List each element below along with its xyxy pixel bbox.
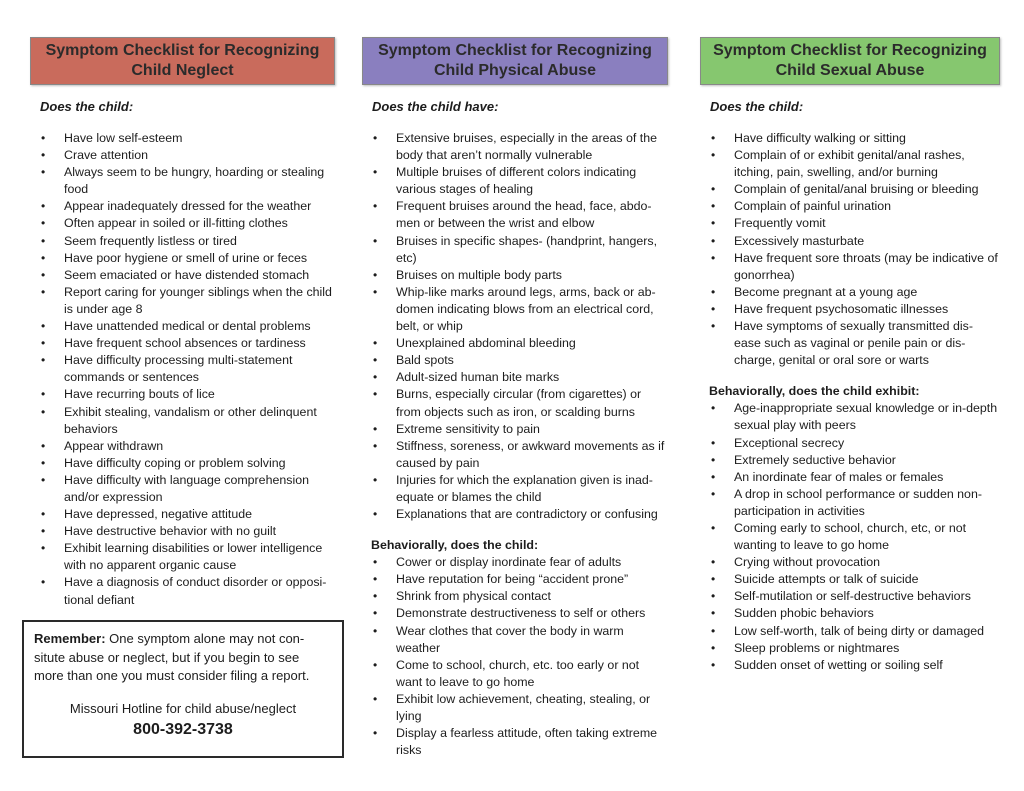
physical-column (362, 37, 668, 759)
list-item: • Sleep problems or nightmares (700, 640, 1000, 657)
physical-behavior-list (362, 554, 668, 759)
neglect-title-line1: Symptom Checklist for Recognizing (45, 42, 320, 59)
list-item: • Have difficulty with language comprehension and/or expression (30, 472, 335, 506)
list-item: • Cower or display inordinate fear of adults (362, 554, 668, 571)
list-item: • Crying without provocation (700, 554, 1000, 571)
list-item: • Have symptoms of sexually transmitted dis- ease such as vaginal or penile pain or dis- charge, genital or oral sore or warts (700, 318, 1000, 369)
list-item: • Frequently vomit (700, 215, 1000, 232)
list-item: • Complain of genital/anal bruising or bleeding (700, 181, 1000, 198)
list-item: • Have frequent psychosomatic illnesses (700, 301, 1000, 318)
list-item: • Have difficulty processing multi-statement commands or sentences (30, 352, 335, 386)
list-item: • Display a fearless attitude, often taking extreme risks (362, 725, 668, 759)
list-item: • Always seem to be hungry, hoarding or stealing food (30, 164, 335, 198)
list-item: • Sudden phobic behaviors (700, 605, 1000, 622)
list-item: • Coming early to school, church, etc, or not wanting to leave to go home (700, 520, 1000, 554)
list-item: • Multiple bruises of different colors indicating various stages of healing (362, 164, 668, 198)
list-item: • Complain of painful urination (700, 198, 1000, 215)
list-item: • Have recurring bouts of lice (30, 386, 335, 403)
list-item: • Frequent bruises around the head, face, abdo- men or between the wrist and elbow (362, 198, 668, 232)
list-item: • Extreme sensitivity to pain (362, 421, 668, 438)
list-item: • Seem emaciated or have distended stomach (30, 267, 335, 284)
list-item: • Have reputation for being “accident prone” (362, 571, 668, 588)
list-item: • Exhibit learning disabilities or lower intelligence with no apparent organic cause (30, 540, 335, 574)
list-item: • A drop in school performance or sudden non- participation in activities (700, 486, 1000, 520)
list-item: • Extensive bruises, especially in the areas of the body that aren’t normally vulnerable (362, 130, 668, 164)
neglect-list (30, 130, 335, 609)
list-item: • Wear clothes that cover the body in warm weather (362, 623, 668, 657)
list-item: • Have poor hygiene or smell of urine or feces (30, 250, 335, 267)
remember-label: Remember: (34, 631, 106, 646)
list-item: • An inordinate fear of males or females (700, 469, 1000, 486)
list-item: • Low self-worth, talk of being dirty or damaged (700, 623, 1000, 640)
list-item: • Have destructive behavior with no guilt (30, 523, 335, 540)
list-item: • Crave attention (30, 147, 335, 164)
list-item: • Stiffness, soreness, or awkward movements as if caused by pain (362, 438, 668, 472)
neglect-column (30, 37, 335, 609)
list-item: • Bald spots (362, 352, 668, 369)
sexual-behavior-list (700, 400, 1000, 674)
list-item: • Have frequent school absences or tardiness (30, 335, 335, 352)
physical-header (362, 37, 668, 85)
hotline-text: Missouri Hotline for child abuse/neglect (69, 700, 297, 716)
list-item: • Exhibit stealing, vandalism or other delinquent behaviors (30, 404, 335, 438)
list-item: • Excessively masturbate (700, 233, 1000, 250)
list-item: • Exhibit low achievement, cheating, stealing, or lying (362, 691, 668, 725)
sexual-list (700, 130, 1000, 369)
neglect-header (30, 37, 335, 85)
list-item: • Complain of or exhibit genital/anal rashes, itching, pain, swelling, and/or burning (700, 147, 1000, 181)
list-item: • Have low self-esteem (30, 130, 335, 147)
list-item: • Burns, especially circular (from cigarettes) or from objects such as iron, or scalding burns (362, 386, 668, 420)
remember-paragraph (34, 630, 332, 686)
remember-box (22, 620, 344, 758)
list-item: • Suicide attempts or talk of suicide (700, 571, 1000, 588)
list-item: • Have difficulty coping or problem solving (30, 455, 335, 472)
list-item: • Bruises on multiple body parts (362, 267, 668, 284)
list-item: • Explanations that are contradictory or confusing (362, 506, 668, 523)
list-item: • Often appear in soiled or ill-fitting clothes (30, 215, 335, 232)
list-item: • Shrink from physical contact (362, 588, 668, 605)
list-item: • Come to school, church, etc. too early or not want to leave to go home (362, 657, 668, 691)
neglect-intro: Does the child: (40, 99, 134, 114)
sexual-behavior-label: Behaviorally, does the child exhibit: (709, 384, 920, 399)
sexual-column (700, 37, 1000, 674)
list-item: • Extremely seductive behavior (700, 452, 1000, 469)
list-item: • Sudden onset of wetting or soiling self (700, 657, 1000, 674)
list-item: • Whip-like marks around legs, arms, back or ab- domen indicating blows from an electrical cord, belt, or whip (362, 284, 668, 335)
physical-title-line2: Child Physical Abuse (433, 62, 597, 79)
list-item: • Age-inappropriate sexual knowledge or in-depth sexual play with peers (700, 400, 1000, 434)
sexual-title-line1: Symptom Checklist for Recognizing (713, 42, 987, 59)
physical-title-line1: Symptom Checklist for Recognizing (378, 42, 652, 59)
list-item: • Demonstrate destructiveness to self or others (362, 605, 668, 622)
remember-text: One symptom alone may not con- situte abuse or neglect, but if you begin to see more than one you must consider filing a report. (34, 631, 310, 683)
list-item: • Have depressed, negative attitude (30, 506, 335, 523)
list-item: • Have a diagnosis of conduct disorder or opposi- tional defiant (30, 574, 335, 608)
physical-behavior-label: Behaviorally, does the child: (371, 538, 539, 553)
physical-intro: Does the child have: (372, 99, 499, 114)
list-item: • Unexplained abdominal bleeding (362, 335, 668, 352)
list-item: • Adult-sized human bite marks (362, 369, 668, 386)
hotline-number: 800-392-3738 (133, 721, 233, 738)
list-item: • Injuries for which the explanation given is inad- equate or blames the child (362, 472, 668, 506)
sexual-header (700, 37, 1000, 85)
list-item: • Appear withdrawn (30, 438, 335, 455)
list-item: • Appear inadequately dressed for the weather (30, 198, 335, 215)
list-item: • Self-mutilation or self-destructive behaviors (700, 588, 1000, 605)
sexual-title-line2: Child Sexual Abuse (775, 62, 925, 79)
sexual-intro: Does the child: (710, 99, 804, 114)
list-item: • Have frequent sore throats (may be indicative of gonorrhea) (700, 250, 1000, 284)
list-item: • Become pregnant at a young age (700, 284, 1000, 301)
list-item: • Have unattended medical or dental problems (30, 318, 335, 335)
list-item: • Exceptional secrecy (700, 435, 1000, 452)
physical-list (362, 130, 668, 523)
list-item: • Report caring for younger siblings when the child is under age 8 (30, 284, 335, 318)
list-item: • Bruises in specific shapes- (handprint, hangers, etc) (362, 233, 668, 267)
list-item: • Have difficulty walking or sitting (700, 130, 1000, 147)
neglect-title-line2: Child Neglect (131, 62, 234, 79)
list-item: • Seem frequently listless or tired (30, 233, 335, 250)
